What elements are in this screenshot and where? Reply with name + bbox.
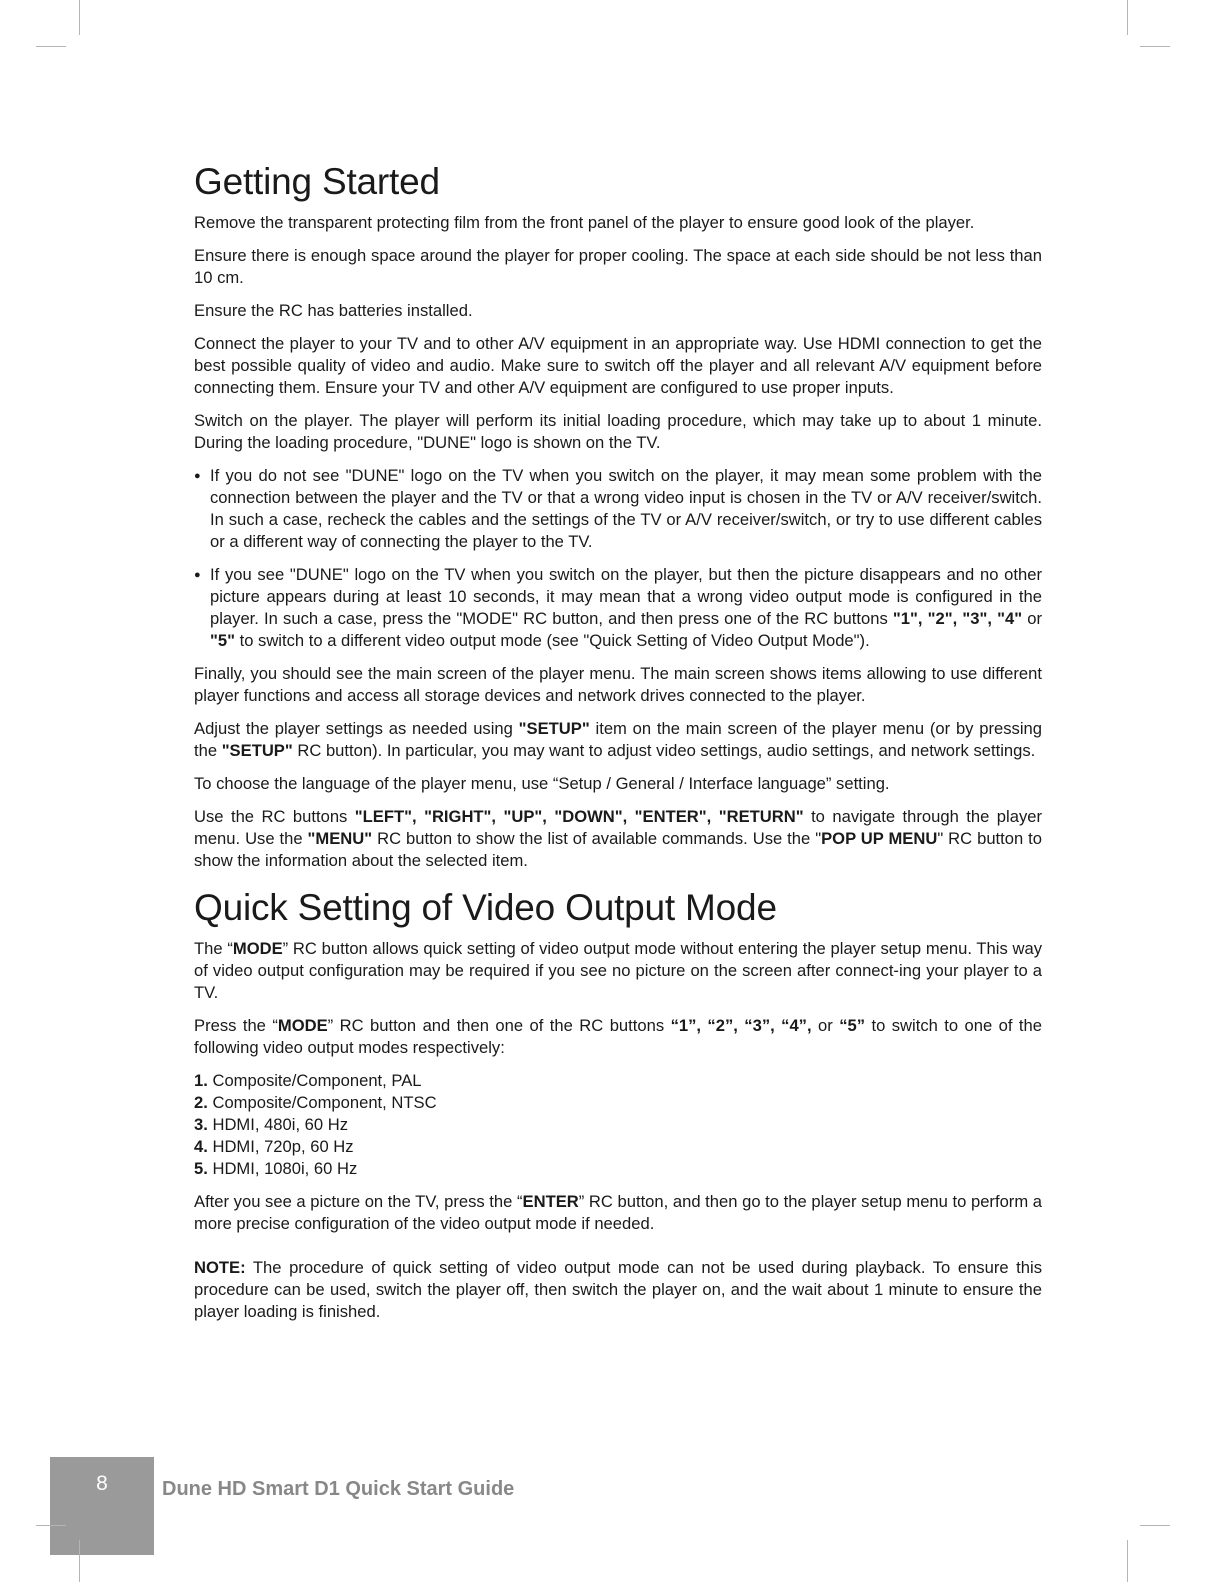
text-run: ” RC button allows quick setting of video output mode without entering the player setup menu. This way of video output configuration may be required if you see no picture on the screen after connect-ing your player to a TV.: [194, 939, 1043, 1002]
key-name: “5”: [839, 1016, 866, 1035]
text-run: Adjust the player settings as needed using: [194, 719, 519, 738]
text-run: ” RC button, and then go to the player setup menu to perform a more precise configuration of the video output mode if needed.: [194, 1192, 1042, 1233]
list-label: Composite/Component, NTSC: [207, 1093, 437, 1112]
bullet-item: [194, 564, 1042, 652]
text-run: RC button). In particular, you may want to adjust video settings, audio settings, and network settings.: [292, 741, 1036, 760]
list-label: Composite/Component, PAL: [207, 1071, 422, 1090]
paragraph: [194, 806, 1042, 872]
text-run: or: [811, 1016, 840, 1035]
key-name: POP UP MENU: [821, 829, 938, 848]
key-name: ENTER: [522, 1192, 579, 1211]
paragraph: Ensure there is enough space around the player for proper cooling. The space at each side should be not less than 10 cm.: [194, 246, 1042, 287]
paragraph: Remove the transparent protecting film from the front panel of the player to ensure good look of the player.: [194, 213, 975, 232]
video-mode-list: [194, 1070, 1042, 1180]
list-item: [194, 1158, 1042, 1180]
crop-mark: [79, 0, 80, 35]
list-number: 4.: [194, 1137, 208, 1156]
list-label: HDMI, 1080i, 60 Hz: [207, 1159, 358, 1178]
text-run: The procedure of quick setting of video output mode can not be used during playback. To ensure this procedure can be used, switch the player off, then switch the player on, and the wait about 1 minute to ensure the player loading is finished.: [194, 1258, 1042, 1321]
key-names: "1", "2", "3", "4": [892, 609, 1023, 628]
page-number-tab: [50, 1457, 154, 1555]
bullet-list: [194, 465, 1042, 652]
paragraph: [194, 718, 1042, 762]
page-number: 8: [96, 1472, 108, 1495]
crop-mark: [1127, 0, 1128, 35]
key-names: "LEFT", "RIGHT", "UP", "DOWN", "ENTER", "RETURN": [354, 807, 804, 826]
list-number: 5.: [194, 1159, 208, 1178]
paragraph: Ensure the RC has batteries installed.: [194, 301, 473, 320]
note-paragraph: [194, 1257, 1042, 1323]
key-name: MODE: [277, 1016, 328, 1035]
paragraph: [194, 938, 1042, 1004]
key-name: "5": [210, 631, 235, 650]
text-run: After you see a picture on the TV, press the “: [194, 1192, 523, 1211]
page-content: [194, 160, 1042, 1334]
text-run: RC button to show the list of available commands. Use the ": [372, 829, 822, 848]
list-label: HDMI, 720p, 60 Hz: [207, 1137, 354, 1156]
note-label: NOTE:: [194, 1258, 246, 1277]
list-number: 2.: [194, 1093, 208, 1112]
footer-title: Dune HD Smart D1 Quick Start Guide: [162, 1478, 515, 1500]
list-label: HDMI, 480i, 60 Hz: [207, 1115, 349, 1134]
key-name: "MENU": [307, 829, 373, 848]
list-item: [194, 1136, 1042, 1158]
text-run: ” RC button and then one of the RC buttons: [327, 1016, 671, 1035]
text-run: Press the “: [194, 1016, 278, 1035]
text-run: or: [1022, 609, 1042, 628]
paragraph: Finally, you should see the main screen of the player menu. The main screen shows items allowing to use different player functions and access all storage devices and network drives connected to the player.: [194, 664, 1042, 705]
text-run: to navigate through the player menu. Use the: [194, 807, 1043, 848]
section-title-getting-started: Getting Started: [194, 161, 440, 202]
key-name: MODE: [232, 939, 283, 958]
text-run: Use the RC buttons: [194, 807, 355, 826]
crop-mark: [36, 1525, 66, 1526]
list-item: [194, 1092, 1042, 1114]
crop-mark: [1140, 1525, 1170, 1526]
list-number: 3.: [194, 1115, 208, 1134]
paragraph: [194, 1015, 1042, 1059]
text-run: The “: [194, 939, 233, 958]
text-run: " RC button to show the information about the selected item.: [194, 829, 1043, 870]
list-number: 1.: [194, 1071, 208, 1090]
list-item: [194, 1114, 1042, 1136]
text-run: item on the main screen of the player menu (or by pressing the: [194, 719, 1042, 760]
crop-mark: [79, 1540, 80, 1582]
paragraph: To choose the language of the player menu, use “Setup / General / Interface language” setting.: [194, 774, 890, 793]
text-run: to switch to a different video output mode (see "Quick Setting of Video Output Mode").: [234, 631, 870, 650]
paragraph: [194, 1191, 1042, 1235]
crop-mark: [36, 46, 66, 47]
text-run: to switch to one of the following video output modes respectively:: [194, 1016, 1042, 1057]
crop-mark: [1127, 1540, 1128, 1582]
bullet-item: ● If you do not see "DUNE" logo on the TV when you switch on the player, it may mean some problem with the connection between the player and the TV or that a wrong video input is chosen in the TV or A/V receiver/switch. In such a case, recheck the cables and the settings of the TV or A/V receiver/switch, or try to use different cables or a different way of connecting the player to the TV.: [194, 465, 1042, 553]
section-title-quick-setting: Quick Setting of Video Output Mode: [194, 887, 777, 928]
text-run: If you see "DUNE" logo on the TV when you switch on the player, but then the picture disappears and no other picture appears during at least 10 seconds, it may mean that a wrong video output mode is configured in the player. In such a case, press the "MODE" RC button, and then press one of the RC buttons: [210, 565, 1042, 628]
paragraph: Connect the player to your TV and to other A/V equipment in an appropriate way. Use HDMI connection to get the best possible quality of video and audio. Make sure to switch off the player and all relevant A/V equipment before connecting them. Ensure your TV and other A/V equipment are configured to use proper inputs.: [194, 334, 1042, 397]
paragraph: Switch on the player. The player will perform its initial loading procedure, which may take up to about 1 minute. During the loading procedure, "DUNE" logo is shown on the TV.: [194, 411, 1042, 452]
key-name: "SETUP": [518, 719, 590, 738]
key-names: “1”, “2”, “3”, “4”,: [670, 1016, 812, 1035]
crop-mark: [1140, 46, 1170, 47]
key-name: "SETUP": [221, 741, 293, 760]
list-item: [194, 1070, 1042, 1092]
